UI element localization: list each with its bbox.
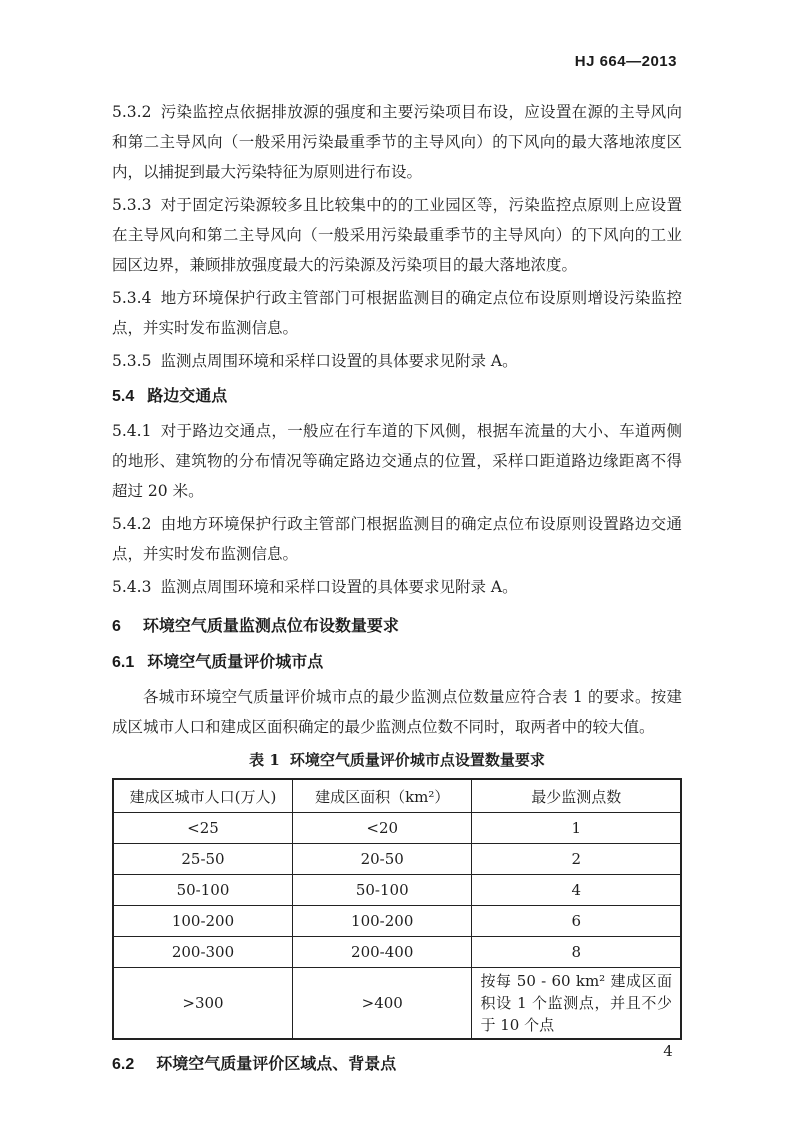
clause-number: 5.4.1 (112, 422, 152, 440)
clause-5-3-5 (112, 346, 682, 376)
table-row (113, 875, 681, 906)
page-number: 4 (663, 1042, 673, 1060)
table1-caption (112, 745, 682, 775)
heading-number: 6.1 (112, 654, 135, 671)
table1-caption-title: 环境空气质量评价城市点设置数量要求 (289, 751, 545, 769)
table1-caption-label: 表 1 (249, 751, 280, 769)
heading-text: 路边交通点 (147, 388, 228, 405)
table-cell: 25-50 (113, 844, 292, 875)
table-cell: 按每 50 - 60 km² 建成区面积设 1 个监测点，并且不少于 10 个点 (472, 968, 681, 1040)
table-cell: <25 (113, 813, 292, 844)
clause-5-4-2 (112, 509, 682, 569)
table-cell: 1 (472, 813, 681, 844)
heading-number: 6 (112, 618, 121, 635)
table1 (112, 778, 682, 1040)
clause-number: 5.3.4 (112, 289, 152, 307)
clause-number: 5.4.3 (112, 578, 152, 596)
clause-number: 5.3.3 (112, 196, 152, 214)
table-cell: 4 (472, 875, 681, 906)
doc-number: HJ 664—2013 (574, 53, 677, 70)
table-header-area: 建成区面积（km²） (292, 779, 471, 813)
table-header-min-points: 最少监测点数 (472, 779, 681, 813)
heading-text: 环境空气质量评价区域点、背景点 (156, 1056, 397, 1073)
table-cell: 200-400 (292, 937, 471, 968)
table-cell: 50-100 (113, 875, 292, 906)
clause-5-3-3 (112, 190, 682, 280)
table-cell: >400 (292, 968, 471, 1040)
clause-text: 由地方环境保护行政主管部门根据监测目的确定点位布设原则设置路边交通点，并实时发布监测信息。 (112, 515, 682, 563)
clause-text: 污染监控点依据排放源的强度和主要污染项目布设，应设置在源的主导风向和第二主导风向（一般采用污染最重季节的主导风向）的下风向的最大落地浓度区内，以捕捉到最大污染特征为原则进行布设。 (112, 103, 682, 181)
page-content (112, 97, 682, 1084)
paragraph-6-1: 各城市环境空气质量评价城市点的最少监测点位数量应符合表 1 的要求。按建成区城市人口和建成区面积确定的最少监测点位数不同时，取两者中的较大值。 (112, 688, 682, 736)
table-header-population: 建成区城市人口(万人) (113, 779, 292, 813)
heading-6-2 (112, 1050, 682, 1080)
clause-number: 5.3.2 (112, 103, 152, 121)
table-cell: >300 (113, 968, 292, 1040)
table-cell: 100-200 (113, 906, 292, 937)
clause-text: 监测点周围环境和采样口设置的具体要求见附录 A。 (160, 352, 518, 370)
table-row (113, 813, 681, 844)
table-cell: 6 (472, 906, 681, 937)
clause-text: 监测点周围环境和采样口设置的具体要求见附录 A。 (160, 578, 518, 596)
heading-6-1 (112, 648, 682, 678)
table-row (113, 937, 681, 968)
heading-text: 环境空气质量评价城市点 (147, 654, 324, 671)
heading-number: 5.4 (112, 388, 135, 405)
clause-text: 对于固定污染源较多且比较集中的的工业园区等，污染监控点原则上应设置在主导风向和第二主导风向（一般采用污染最重季节的主导风向）的下风向的工业园区边界，兼顾排放强度最大的污染源及污染项目的最大落地浓度。 (112, 196, 682, 274)
table-cell: 50-100 (292, 875, 471, 906)
clause-5-4-1 (112, 416, 682, 506)
clause-5-3-4 (112, 283, 682, 343)
table-row (113, 844, 681, 875)
heading-5-4 (112, 382, 682, 412)
clause-5-3-2 (112, 97, 682, 187)
table-cell: 2 (472, 844, 681, 875)
table-cell: 200-300 (113, 937, 292, 968)
table-row (113, 968, 681, 1040)
clause-5-4-3 (112, 572, 682, 602)
clause-number: 5.3.5 (112, 352, 152, 370)
clause-text: 地方环境保护行政主管部门可根据监测目的确定点位布设原则增设污染监控点，并实时发布监测信息。 (112, 289, 682, 337)
heading-6 (112, 612, 682, 642)
heading-text: 环境空气质量监测点位布设数量要求 (142, 618, 399, 635)
table-cell: <20 (292, 813, 471, 844)
table-cell: 8 (472, 937, 681, 968)
clause-text: 对于路边交通点，一般应在行车道的下风侧，根据车流量的大小、车道两侧的地形、建筑物的分布情况等确定路边交通点的位置，采样口距道路边缘距离不得超过 20 米。 (112, 422, 682, 500)
heading-number: 6.2 (112, 1056, 135, 1073)
table-header-row (113, 779, 681, 813)
table-row (113, 906, 681, 937)
table-cell: 100-200 (292, 906, 471, 937)
table-cell: 20-50 (292, 844, 471, 875)
clause-number: 5.4.2 (112, 515, 152, 533)
